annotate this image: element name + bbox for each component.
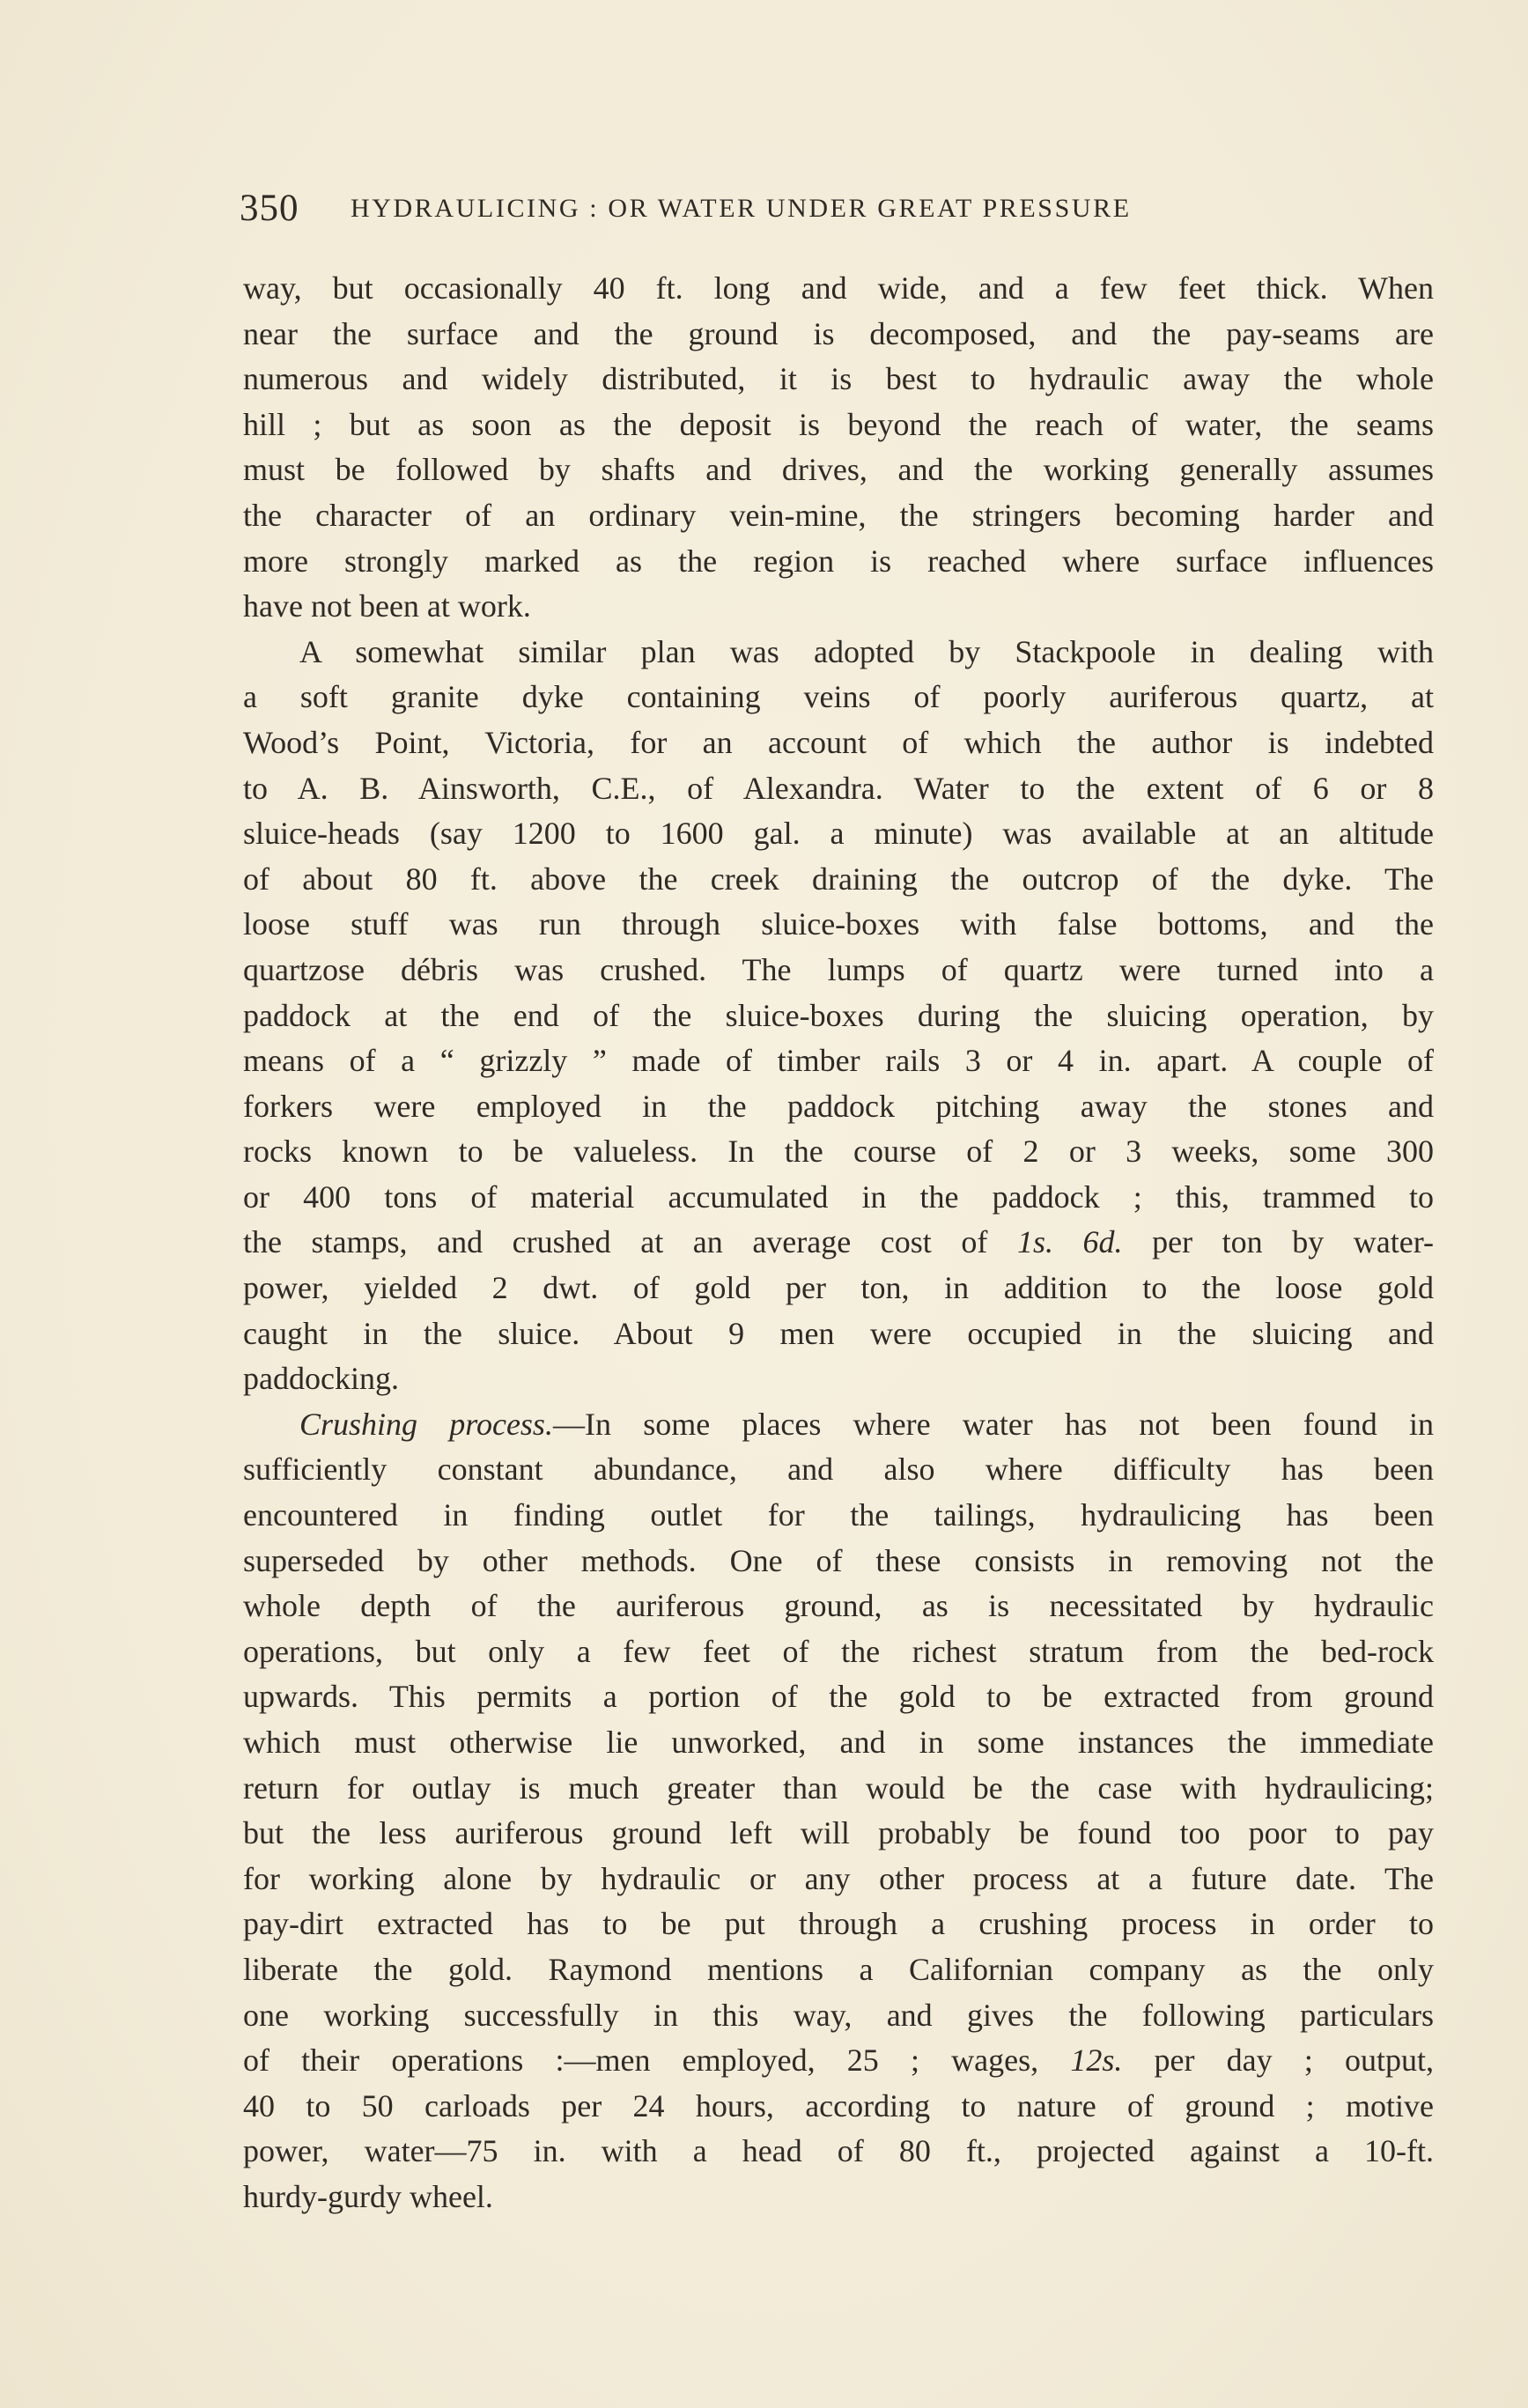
text-line: rocks known to be valueless. In the course of 2 or 3 weeks, some 300 bbox=[243, 1134, 1434, 1170]
text-line: more strongly marked as the region is reached where surface influences bbox=[243, 543, 1434, 579]
text-line: superseded by other methods. One of these consists in removing not the bbox=[243, 1542, 1434, 1578]
text-line: must be followed by shafts and drives, and the working generally assumes bbox=[243, 452, 1434, 488]
text-line: or 400 tons of material accumulated in the paddock ; this, trammed to bbox=[243, 1178, 1434, 1215]
running-title: HYDRAULICING : OR WATER UNDER GREAT PRESSURE bbox=[351, 194, 1132, 223]
text-line: 40 to 50 carloads per 24 hours, according to nature of ground ; motive bbox=[243, 2087, 1434, 2124]
text-line: power, yielded 2 dwt. of gold per ton, in addition to the loose gold bbox=[243, 1270, 1434, 1306]
text-line: have not been at work. bbox=[243, 588, 531, 624]
italic-amount: 1s. 6d. bbox=[1016, 1224, 1123, 1260]
text-line: liberate the gold. Raymond mentions a Californian company as the only bbox=[243, 1951, 1434, 1987]
text-segment: of their operations :—men employed, 25 ; wages, bbox=[243, 2042, 1039, 2079]
text-line: one working successfully in this way, and gives the following particulars bbox=[243, 1997, 1434, 2033]
text-segment: —In some places where water has not been found in bbox=[552, 1406, 1434, 1442]
text-line: which must otherwise lie unworked, and in some instances the immediate bbox=[243, 1725, 1434, 1760]
text-line: whole depth of the auriferous ground, as is necessitated by hydraulic bbox=[243, 1588, 1434, 1624]
text-line bbox=[243, 1220, 1434, 1266]
text-line: the character of an ordinary vein-mine, the stringers becoming harder and bbox=[243, 497, 1434, 533]
text-line: encountered in finding outlet for the tailings, hydraulicing has been bbox=[243, 1497, 1434, 1533]
paragraph-2 bbox=[243, 630, 1434, 1402]
text-line: hill ; but as soon as the deposit is beyond the reach of water, the seams bbox=[243, 406, 1434, 442]
page-number: 350 bbox=[240, 188, 299, 229]
text-line: of about 80 ft. above the creek draining the outcrop of the dyke. The bbox=[243, 861, 1434, 897]
text-line: loose stuff was run through sluice-boxes with false bottoms, and the bbox=[243, 906, 1434, 942]
paragraph-3 bbox=[243, 1402, 1434, 2220]
text-line: A somewhat similar plan was adopted by Stackpoole in dealing with bbox=[299, 633, 1434, 669]
paragraph-1 bbox=[243, 266, 1434, 630]
text-line: sluice-heads (say 1200 to 1600 gal. a minute) was available at an altitude bbox=[243, 816, 1434, 852]
body-text bbox=[243, 266, 1434, 2220]
text-line: forkers were employed in the paddock pitching away the stones and bbox=[243, 1088, 1434, 1124]
text-line bbox=[243, 1402, 1434, 1448]
text-line: a soft granite dyke containing veins of poorly auriferous quartz, at bbox=[243, 679, 1434, 715]
text-line: paddocking. bbox=[243, 1361, 399, 1397]
text-line: near the surface and the ground is decomposed, and the pay-seams are bbox=[243, 315, 1434, 351]
text-line: for working alone by hydraulic or any other process at a future date. The bbox=[243, 1860, 1434, 1896]
text-line: but the less auriferous ground left will probably be found too poor to pay bbox=[243, 1815, 1434, 1851]
text-line: return for outlay is much greater than would be the case with hydraulicing; bbox=[243, 1769, 1434, 1806]
text-line: quartzose débris was crushed. The lumps of quartz were turned into a bbox=[243, 951, 1434, 987]
section-heading: Crushing process. bbox=[299, 1406, 553, 1442]
text-line: pay-dirt extracted has to be put through a crushing process in order to bbox=[243, 1906, 1434, 1942]
text-line: numerous and widely distributed, it is best to hydraulic away the whole bbox=[243, 361, 1434, 397]
text-line: way, but occasionally 40 ft. long and wide, and a few feet thick. When bbox=[243, 270, 1434, 306]
text-line bbox=[243, 2038, 1434, 2084]
text-line: to A. B. Ainsworth, C.E., of Alexandra. Water to the extent of 6 or 8 bbox=[243, 770, 1434, 806]
text-line: means of a “ grizzly ” made of timber rails 3 or 4 in. apart. A couple of bbox=[243, 1043, 1434, 1079]
text-line: operations, but only a few feet of the richest stratum from the bed-rock bbox=[243, 1633, 1434, 1669]
text-line: caught in the sluice. About 9 men were occupied in the sluicing and bbox=[243, 1315, 1434, 1351]
text-segment: per ton by water- bbox=[1152, 1224, 1434, 1260]
text-line: sufficiently constant abundance, and also where difficulty has been bbox=[243, 1451, 1434, 1488]
text-segment: per day ; output, bbox=[1154, 2042, 1434, 2079]
text-line: Wood’s Point, Victoria, for an account of which the author is indebted bbox=[243, 724, 1434, 760]
page-header bbox=[240, 181, 1296, 233]
text-line: upwards. This permits a portion of the gold to be extracted from ground bbox=[243, 1679, 1434, 1715]
text-segment: the stamps, and crushed at an average cost of bbox=[243, 1224, 988, 1260]
text-line: hurdy-gurdy wheel. bbox=[243, 2178, 493, 2214]
text-line: power, water—75 in. with a head of 80 ft., projected against a 10-ft. bbox=[243, 2133, 1434, 2169]
text-line: paddock at the end of the sluice-boxes during the sluicing operation, by bbox=[243, 997, 1434, 1033]
italic-amount: 12s. bbox=[1070, 2042, 1123, 2079]
